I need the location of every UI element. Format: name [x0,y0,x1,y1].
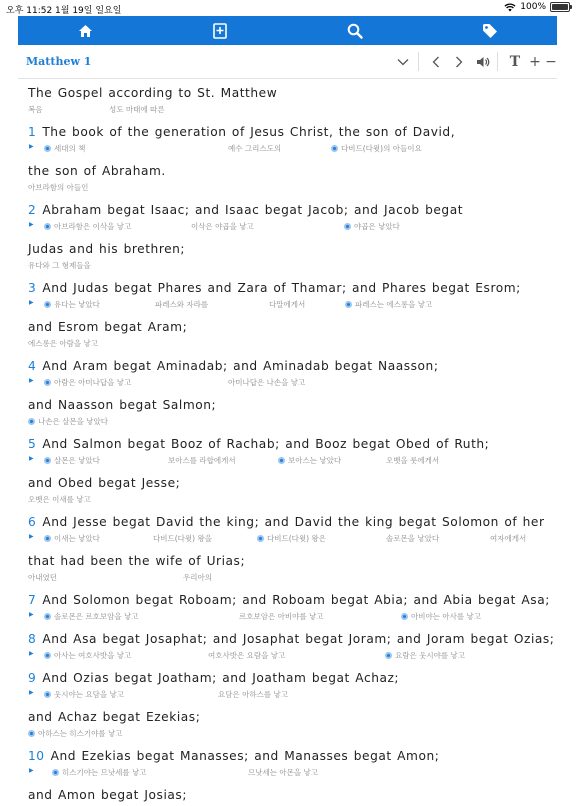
gloss: 아브라함은 이삭을 낳고 [44,221,131,232]
verse-number: 1 [28,125,37,139]
tab-tags[interactable] [422,16,557,45]
verse-text: And Aram begat Aminadab; and Aminadab begat Naasson; [42,359,439,373]
toolbar-divider [497,52,498,71]
verse-text: And Judas begat Phares and Zara of Thamar; and Phares begat Esrom; [42,281,521,295]
gloss: 다비드(다윗)의 아들이요 [331,143,422,154]
verse-text: And Asa begat Josaphat; and Josaphat begat Joram; and Joram begat Ozias; [42,632,555,646]
increase-font-button[interactable]: + [529,54,541,70]
gloss-line [28,104,558,121]
expand-triangle-icon[interactable]: ▶ [29,533,34,540]
expand-triangle-icon[interactable]: ▶ [29,455,34,462]
expand-triangle-icon[interactable]: ▶ [29,611,34,618]
expand-triangle-icon[interactable]: ▶ [29,767,34,774]
book-title: The Gospel according to St. Matthew [28,86,278,100]
verse-number: 5 [28,437,37,451]
gloss: 아미나답은 나손을 낳고 [228,378,306,387]
verse-6[interactable] [28,515,558,533]
audio-dot-icon[interactable] [278,457,285,464]
verse-2[interactable] [28,203,558,221]
gloss: 파레스는 에스롱을 낳고 [345,299,432,310]
gloss: 아내였던 [28,573,57,582]
audio-dot-icon[interactable] [44,379,51,386]
gloss: 여호사밧은 요람을 낳고 [208,651,286,660]
verse-2-continued[interactable] [28,242,558,260]
audio-dot-icon[interactable] [44,652,51,659]
verse-text: The book of the generation of Jesus Christ, the son of David, [42,125,456,139]
gloss: 야곱은 낳았다 [344,221,400,232]
expand-triangle-icon[interactable]: ▶ [29,650,34,657]
gloss: 다비드(다윗) 왕을 [153,534,212,543]
verse-number: 2 [28,203,37,217]
verse-text: that had been the wife of Urias; [28,554,246,568]
gloss: 므낫세는 아몬을 낳고 [248,768,318,777]
decrease-font-button[interactable]: − [545,54,557,70]
gloss-line [28,650,558,667]
scripture-content [28,86,558,806]
verse-text: And Salmon begat Booz of Rachab; and Booz begat Obed of Ruth; [42,437,490,451]
battery-icon [550,2,570,12]
gloss: 르호보암은 아비야를 낳고 [239,612,324,621]
gloss: 보아스를 라합에게서 [168,456,236,465]
audio-dot-icon[interactable] [44,145,51,152]
verse-8[interactable] [28,632,558,650]
gloss: 파레스와 자라를 [155,300,209,309]
chevron-down-icon [397,58,409,66]
verse-number: 7 [28,593,37,607]
expand-triangle-icon[interactable]: ▶ [29,299,34,306]
audio-dot-icon[interactable] [44,613,51,620]
verse-text: And Solomon begat Roboam; and Roboam begat Abia; and Abia begat Asa; [42,593,550,607]
battery-percent: 100% [520,2,546,12]
verse-number: 6 [28,515,37,529]
verse-text: the son of Abraham. [28,164,166,178]
audio-dot-icon[interactable] [401,613,408,620]
expand-triangle-icon[interactable]: ▶ [29,143,34,150]
verse-number: 3 [28,281,37,295]
verse-number: 8 [28,632,37,646]
chapter-dropdown-button[interactable] [394,53,412,71]
gloss: 예수 그리스도의 [228,144,282,153]
audio-dot-icon[interactable] [345,301,352,308]
toolbar-divider [418,52,419,71]
gloss-line [28,260,558,277]
gloss: 아사는 여호사밧을 낳고 [44,650,131,661]
gloss: 유다와 그 형제들을 [28,261,91,270]
gloss-line [28,416,558,433]
audio-dot-icon[interactable] [28,730,35,737]
gloss-line [28,572,558,589]
verse-5[interactable] [28,437,558,455]
audio-dot-icon[interactable] [257,535,264,542]
home-icon [78,24,93,38]
gloss: 나손은 살몬을 낳았다 [28,416,108,427]
gloss-line [28,143,558,160]
verse-text: And Jesse begat David the king; and David the king begat Solomon of her [42,515,545,529]
status-time-date: 오후 11:52 1월 19일 일요일 [6,6,122,16]
verse-3-continued[interactable] [28,320,558,338]
tab-bookmark[interactable] [153,16,288,45]
verse-1[interactable] [28,125,558,143]
verse-9[interactable] [28,671,558,689]
verse-6-continued[interactable] [28,554,558,572]
gloss: 여자에게서 [490,534,527,543]
audio-dot-icon[interactable] [385,652,392,659]
book-title-line [28,86,558,104]
gloss-line [28,299,558,316]
gloss: 오벳은 이새를 낳고 [28,495,91,504]
verse-1-continued[interactable] [28,164,558,182]
chevron-right-icon [455,56,463,68]
verse-10-continued[interactable] [28,788,558,806]
gloss: 살몬은 낳았다 [44,455,100,466]
top-tab-bar [18,16,557,45]
audio-dot-icon[interactable] [44,301,51,308]
gloss: 복음 [28,105,43,114]
gloss: 에스롱은 아람을 낳고 [28,339,98,348]
verse-text: And Ezekias begat Manasses; and Manasses begat Amon; [50,749,440,763]
gloss: 요람은 웃시야를 낳고 [385,650,465,661]
verse-10[interactable] [28,749,558,767]
verse-text: and Achaz begat Ezekias; [28,710,201,724]
verse-text: and Esrom begat Aram; [28,320,188,334]
gloss: 다말에게서 [269,300,306,309]
gloss-line [28,338,558,355]
verse-text: Judas and his brethren; [28,242,186,256]
audio-dot-icon[interactable] [344,223,351,230]
gloss: 솔로몬을 낳았다 [386,534,440,543]
chapter-toolbar [18,45,557,79]
tag-icon [482,23,498,39]
gloss-line [28,767,558,784]
gloss: 오벳을 룻에게서 [386,456,440,465]
audio-dot-icon[interactable] [331,145,338,152]
gloss: 아하스는 히스기야를 낳고 [28,728,122,739]
tab-search[interactable] [288,16,423,45]
gloss: 유다는 낳았다 [44,299,100,310]
gloss: 이삭은 야곱을 낳고 [191,222,254,231]
verse-text: Abraham begat Isaac; and Isaac begat Jacob; and Jacob begat [42,203,464,217]
gloss-line [28,221,558,238]
next-chapter-button[interactable] [450,53,468,71]
gloss-line [28,728,558,745]
expand-triangle-icon[interactable]: ▶ [29,377,34,384]
gloss: 보아스는 낳았다 [278,455,341,466]
gloss: 성도 마태에 따른 [109,105,165,114]
audio-dot-icon[interactable] [52,769,59,776]
chapter-title[interactable]: Matthew 1 [26,55,92,68]
expand-triangle-icon[interactable]: ▶ [29,221,34,228]
audio-dot-icon[interactable] [44,691,51,698]
audio-dot-icon[interactable] [44,457,51,464]
audio-button[interactable] [474,53,492,71]
previous-chapter-button[interactable] [427,53,445,71]
verse-5-continued[interactable] [28,476,558,494]
gloss: 아비야는 아사를 낳고 [401,611,481,622]
gloss-line [28,533,558,550]
verse-text: And Ozias begat Joatham; and Joatham begat Achaz; [42,671,400,685]
gloss: 요담은 아하스를 낳고 [218,690,288,699]
status-bar [0,0,576,16]
gloss: 히스기야는 므낫세를 낳고 [52,767,146,778]
audio-dot-icon[interactable] [44,223,51,230]
gloss: 솔로몬은 르호보암을 낳고 [44,611,138,622]
verse-4[interactable] [28,359,558,377]
gloss: 다비드(다윗) 왕은 [257,533,326,544]
verse-3[interactable] [28,281,558,299]
font-size-icon: T [509,54,521,70]
gloss-line [28,377,558,394]
speaker-icon [476,56,490,68]
verse-text: and Obed begat Jesse; [28,476,181,490]
verse-number: 9 [28,671,37,685]
gloss: 우리아의 [183,573,212,582]
wifi-icon [504,3,516,12]
gloss: 아브라함의 아들인 [28,183,89,192]
gloss: 세대의 책 [44,143,85,154]
gloss-line [28,611,558,628]
gloss-line [28,182,558,199]
chevron-left-icon [432,56,440,68]
audio-dot-icon[interactable] [44,535,51,542]
verse-7[interactable] [28,593,558,611]
gloss-line [28,494,558,511]
gloss: 이새는 낳았다 [44,533,100,544]
tab-home[interactable] [18,16,153,45]
gloss: 웃시야는 요담을 낳고 [44,689,124,700]
verse-9-continued[interactable] [28,710,558,728]
expand-triangle-icon[interactable]: ▶ [29,689,34,696]
verse-text: and Naasson begat Salmon; [28,398,217,412]
verse-number: 4 [28,359,37,373]
search-icon [347,23,363,39]
status-indicators [504,2,570,12]
gloss-line [28,689,558,706]
verse-4-continued[interactable] [28,398,558,416]
verse-text: and Amon begat Josias; [28,788,187,802]
verse-number: 10 [28,749,45,763]
bookmark-book-icon [213,23,227,39]
gloss: 아람은 아미나답을 낳고 [44,377,131,388]
gloss-line [28,455,558,472]
audio-dot-icon[interactable] [28,418,35,425]
